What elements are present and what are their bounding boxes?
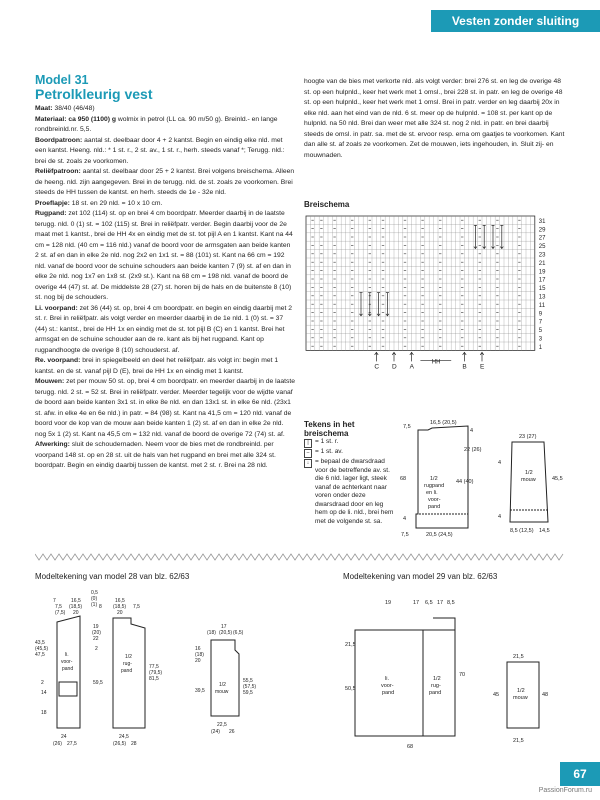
dim: 21,5 [513,654,524,660]
dim: (7,5) [55,610,66,616]
legend-text: = bepaal de dwarsdraad voor de betreffende av. st. die 6 nld. lager ligt, steek vanaf de achterkant naar voren onder deze dwarsdraad door en leg hem op de li. nld., brei hem met de volgende st. sa. [315,458,394,525]
dim: 18 [41,710,47,716]
dim: 7,5 [55,604,62,610]
down-arrow-stitch-icon: ↓ [304,459,312,468]
dim: 28 [131,741,137,747]
dim: 21,5 [513,738,524,744]
row-number: 13 [538,294,546,301]
dim: 55,5 [243,678,253,684]
row-number: 31 [538,218,546,225]
dim: 8,5 [447,600,455,606]
row-number: 17 [538,277,546,284]
dim: 59,5 [243,690,253,696]
label: Boordpatroon: [35,136,83,144]
dim: 21,5 [345,642,356,648]
pocket-outline [59,682,77,696]
knitting-chart [300,212,560,372]
row-number: 11 [538,302,546,309]
row-number: 25 [538,244,546,251]
dim: 22,5 [217,722,227,728]
row-number: 27 [538,235,546,242]
dim: 16 [195,646,201,652]
dim: (20) [92,630,101,636]
model-number: Model 31 [35,73,89,87]
arrow-label: C [374,363,380,371]
dim: (26,5) [113,741,127,747]
page-number: 67 [560,762,600,786]
row-number: 29 [538,227,546,234]
text: zet 102 (114) st. op en brei 4 cm boordpatr. Meerder daarbij in de laatste terugg. nld. 0 (1) st. = 102 (115) st. Brei in reliëfpatr. verder. Begin daarbij voor de 2e maat met 1 kantst., brei de HH 4x en eindig met de st. tot pijl A en 1 kantst. Kant na 44 cm = 128 nld. (40 cm = 116 nld.) vanaf de boord voor de armsgaten aan beide kanten 2 st. af en dan in elke 2e nld. nog 2x2 en 1x1 st. = 88 (101) st. Kant na 66 cm = 192 nld. vanaf de boord voor de schuine schouders aan beide kanten 7 (9) st. af en dan in elke 2e nld. nog 1x7 en 1x8 st. (2x9 st.). Kant na 68 cm = 198 nld. vanaf de boord de overige 44 (47) st. af. De middelste 28 (27) st. horen bij de hals en de buitenste 8 (10) st. nog bij de schouders. [35,210,293,301]
row-number: 3 [538,336,543,343]
paragraph-li-voorpand [35,304,295,357]
paragraph-continued: hoogte van de bies met verkorte nld. als volgt verder: brei 276 st. en leg de overige 48 st. op een hulpnld., keer het werk met 1 omsl., brei 228 st. in patr. en leg de overige 48 st. op een hulpnld., keer het werk met 1 omsl. Brei in patr. verder en leg daarbij 20x in elke nld. aan het eind van de nld. 6 st. meer op de hulpnld. = 108 st. per kant op de hulpnld. na 50 nld. Brei dan weer met alle 324 st. nog 2 nld. in patr. en brei daarbij steeds de omsl. in patr. sa. met de st. ervoor resp. erna om gaatjes te voorkomen. Kant dan alle st. af zoals ze voorkomen. Zet de mouwen, iets ingehouden, in. Sluit zij- en mouwnaden. [304,78,565,159]
dim: (0) [91,596,98,602]
label: Mouwen: [35,378,65,385]
legend-text: = 1 st. r. [315,438,339,445]
dim: (20,5) [219,630,233,636]
row-number: 15 [538,286,546,293]
purl-stitch-icon: – [304,449,312,458]
chart-arrows [374,352,485,370]
dim-top: 16,5 (20,5) [430,420,457,426]
sleeve-bottom: 14,5 [539,528,550,534]
sleeve-label: 1/2 mouw [215,682,229,695]
dim: 19 [385,600,392,606]
label: Materiaal: ca 950 (1100) g [35,115,117,123]
dim: 17 [221,624,227,630]
dim: 24 [61,734,67,740]
dim: 7 [53,598,56,604]
dim: 22 [93,636,99,642]
dim: 39,5 [195,688,205,694]
dim: (6,5) [233,630,244,636]
front-label: li. voor-pand [381,676,395,696]
text: brei in spiegelbeeld en deel het reliëfpatr. als volgt in: begin met 1 kantst. en de st. vanaf pijl D (E), brei de HH 1x en eindig met 1 kantst. [35,357,279,375]
text: zet per mouw 50 st. op, brei 4 cm boordpatr. en meerder daarbij in de laatste terugg. nld. 2 st. = 52 st. Brei in reliëfpatr. verder. Meerder tegelijk voor de wijdte vanaf de boord aan beide kanten 3x1 st. in elke 8e nld. en dan 13x1 st. in elke 6e nld. (23x1 st. afw. in elke 4e en 6e nld.) in patr. = 84 (98) st. Kant na 41,5 cm = 120 nld. vanaf de boord voor de kop van de mouw aan beide kanten 1 (2) st. af en dan in elke 2e nld. nog 5x 1 (2) st. Kant na 45,5 cm = 132 nld. vanaf de boord de overige 72 (74) st. af. [35,378,295,438]
legend-title: Tekens in het breischema [304,420,355,438]
sleeve-top: 23 (27) [519,434,537,440]
arrow-label: B [462,363,467,371]
sleeve-4b: 4 [498,514,502,520]
model29-schematic [343,588,565,753]
model28-schematic [35,588,305,748]
sleeve-label: 1/2 mouw [521,470,536,483]
arrow-label: D [392,363,397,371]
dim: 26 [229,729,235,735]
model31-schematic [398,418,570,538]
dim-4a: 4 [403,516,407,522]
text: wolmix in petrol (LL ca. 90 m/50 g). Breinld.- en lange rondbreinld.nr. 5,5. [35,115,278,133]
dim: 0,5 [91,590,98,596]
text: aantal st. deelbaar door 25 + 2 kantst. Brei volgens breischema. Alleen de heeng. nld. zijn aangegeven. Brei in de terugg. nld. de st. zoals ze voorkomen. Brei steeds de HH tussen de kantst. en herh. steeds de 1e - 32e nld. [35,168,295,196]
model-title: Petrolkleurig vest [35,86,153,102]
label: Proeflapje: [35,199,70,207]
text: aantal st. deelbaar door 4 + 2 kantst. Begin en eindig elke nld. met een kantst. Heeng. nld.: * 1 st. r., 2 st. av., 1 st. r., herh. steeds vanaf *; Terugg. nld.: brei de st. zoals ze voorkomen. [35,136,285,165]
dim: 45 [493,692,500,698]
dim: 17 [437,600,444,606]
dim: 43,5 [35,640,45,646]
row-number: 19 [538,269,546,276]
back-label: 1/2 rug-pand [121,654,133,674]
paragraph-afwerking [35,440,295,472]
model29-title: Modeltekening van model 29 van blz. 62/63 [343,572,498,581]
row-number: 1 [538,344,543,351]
text: zet 36 (44) st. op, brei 4 cm boordpatr. en begin en eindig daarbij met 2 st. r. Brei in reliëfpatr. als volgt verder en meerder daarbij in de 1e nld. 1 (0) st. = 37 (44) st.: kantst., brei de HH 1x en eindig met de st. tot pijl B (C) en 1 kantst. Brei het armsgat en de schuine schouder aan de re. kant als bij het rugpand. Kant op rugpandhoogte de overige 8 (10) schouderst. af. [35,304,293,354]
paragraph-proeflapje [35,199,295,210]
dim: (18) [195,652,204,658]
front-label: 1/2 rugpand en li. voor-pand [424,476,445,510]
dim: 77,5 [149,664,159,670]
dim: (18) [207,630,216,636]
dim: 20 [195,658,201,664]
row-number: 9 [538,311,543,318]
dim: 2 [41,680,44,686]
knit-stitch-icon: | [304,439,312,448]
paragraph-rugpand [35,209,295,304]
chart-legend [304,420,394,526]
row-number: 5 [538,328,543,335]
sleeve-bottom-small: 8,5 (12,5) [510,528,534,534]
label: Afwerking: [35,441,70,448]
paragraph-re-voorpand [35,356,295,377]
dim: 19 [93,624,99,630]
dim-side: 44 (40) [456,479,474,485]
label: Li. voorpand: [35,304,78,312]
text: 18 st. en 29 nld. = 10 x 10 cm. [69,199,163,207]
label: Maat: [35,105,53,112]
sleeve-4a: 4 [498,460,502,466]
dim-height: 68 [400,476,407,482]
front-label: li. voor-pand [61,652,74,672]
legend-text: = 1 st. av. [315,448,343,455]
dim: 20 [117,610,123,616]
paragraph-materiaal [35,115,295,136]
sleeve-height: 45,5 [552,476,563,482]
dim: (57,5) [243,684,257,690]
front-panel-outline [416,426,468,528]
watermark: PassionForum.ru [538,787,592,794]
dim: 68 [407,744,414,750]
dim: 59,5 [93,680,103,686]
zigzag-divider [35,553,565,561]
dim: 7,5 [133,604,140,610]
dim: 47,5 [35,652,45,658]
back-label: 1/2 rug-pand [429,676,442,696]
dim-bottom-left: 7,5 [401,532,409,538]
dim: 48 [542,692,549,698]
dim: (26) [53,741,62,747]
row-number: 7 [538,319,543,326]
dim: 16,5 [115,598,125,604]
section-banner: Vesten zonder sluiting [431,10,600,32]
legend-item-purl [304,448,394,458]
dim-bottom: 20,5 (24,5) [426,532,453,538]
dim: 81,5 [149,676,159,682]
model28-title: Modeltekening van model 28 van blz. 62/63 [35,572,190,581]
row-number: 21 [538,260,546,267]
chart-grid [306,216,535,350]
dim: 16,5 [71,598,81,604]
text: 38/40 (46/48) [52,105,95,112]
dim: 17 [413,600,420,606]
legend-item-cross [304,458,394,526]
label: Rugpand: [35,210,67,217]
arrow-label: A [409,363,414,371]
sleeve-label: 1/2 mouw [513,688,528,701]
dim: 70 [459,672,466,678]
dim-4b: 4 [470,428,474,434]
row-number: 23 [538,252,546,259]
arrow-label: E [480,363,485,371]
chart-row-numbers [539,219,546,351]
paragraph-boordpatroon [35,136,295,168]
sleeve-outline [211,640,239,716]
dim: 50,5 [345,686,356,692]
breischema-title: Breischema [304,200,350,209]
legend-item-knit [304,438,394,448]
dim: (24) [211,729,220,735]
dim: (18,5) [69,604,83,610]
dim-arm: 22 (26) [464,447,482,453]
dim: (1) [91,602,98,608]
dim: (18,5) [113,604,127,610]
instructions-column-1 [35,104,295,472]
text: sluit de schoudernaden. Neem voor de bies met de rondbreinld. per voorpand 148 st. op en 28 st. uit de hals van het rugpand en brei met alle 324 st. boordpatr. Begin en eindig daarbij tussen de kantst. met 2 st. r. Brei na 28 nld. [35,441,276,469]
dim: (79,5) [149,670,163,676]
dim: 14 [41,690,47,696]
dim: 24,5 [119,734,129,740]
dim: 27,5 [67,741,77,747]
dim: (45,5) [35,646,49,652]
instructions-column-2 [304,77,568,161]
label: Reliëfpatroon: [35,168,81,175]
neck-line [433,618,455,630]
dim: 20 [73,610,79,616]
paragraph-reliefpatroon [35,167,295,199]
dim: 6,5 [425,600,433,606]
paragraph-maat [35,104,295,115]
dim-7-5: 7,5 [403,424,411,430]
dim: 8 [99,604,102,610]
front-panel-outline [57,616,80,728]
label: Re. voorpand: [35,357,81,364]
paragraph-mouwen [35,377,295,440]
dim: 2 [95,646,98,652]
repeat-label: HH [431,359,441,366]
